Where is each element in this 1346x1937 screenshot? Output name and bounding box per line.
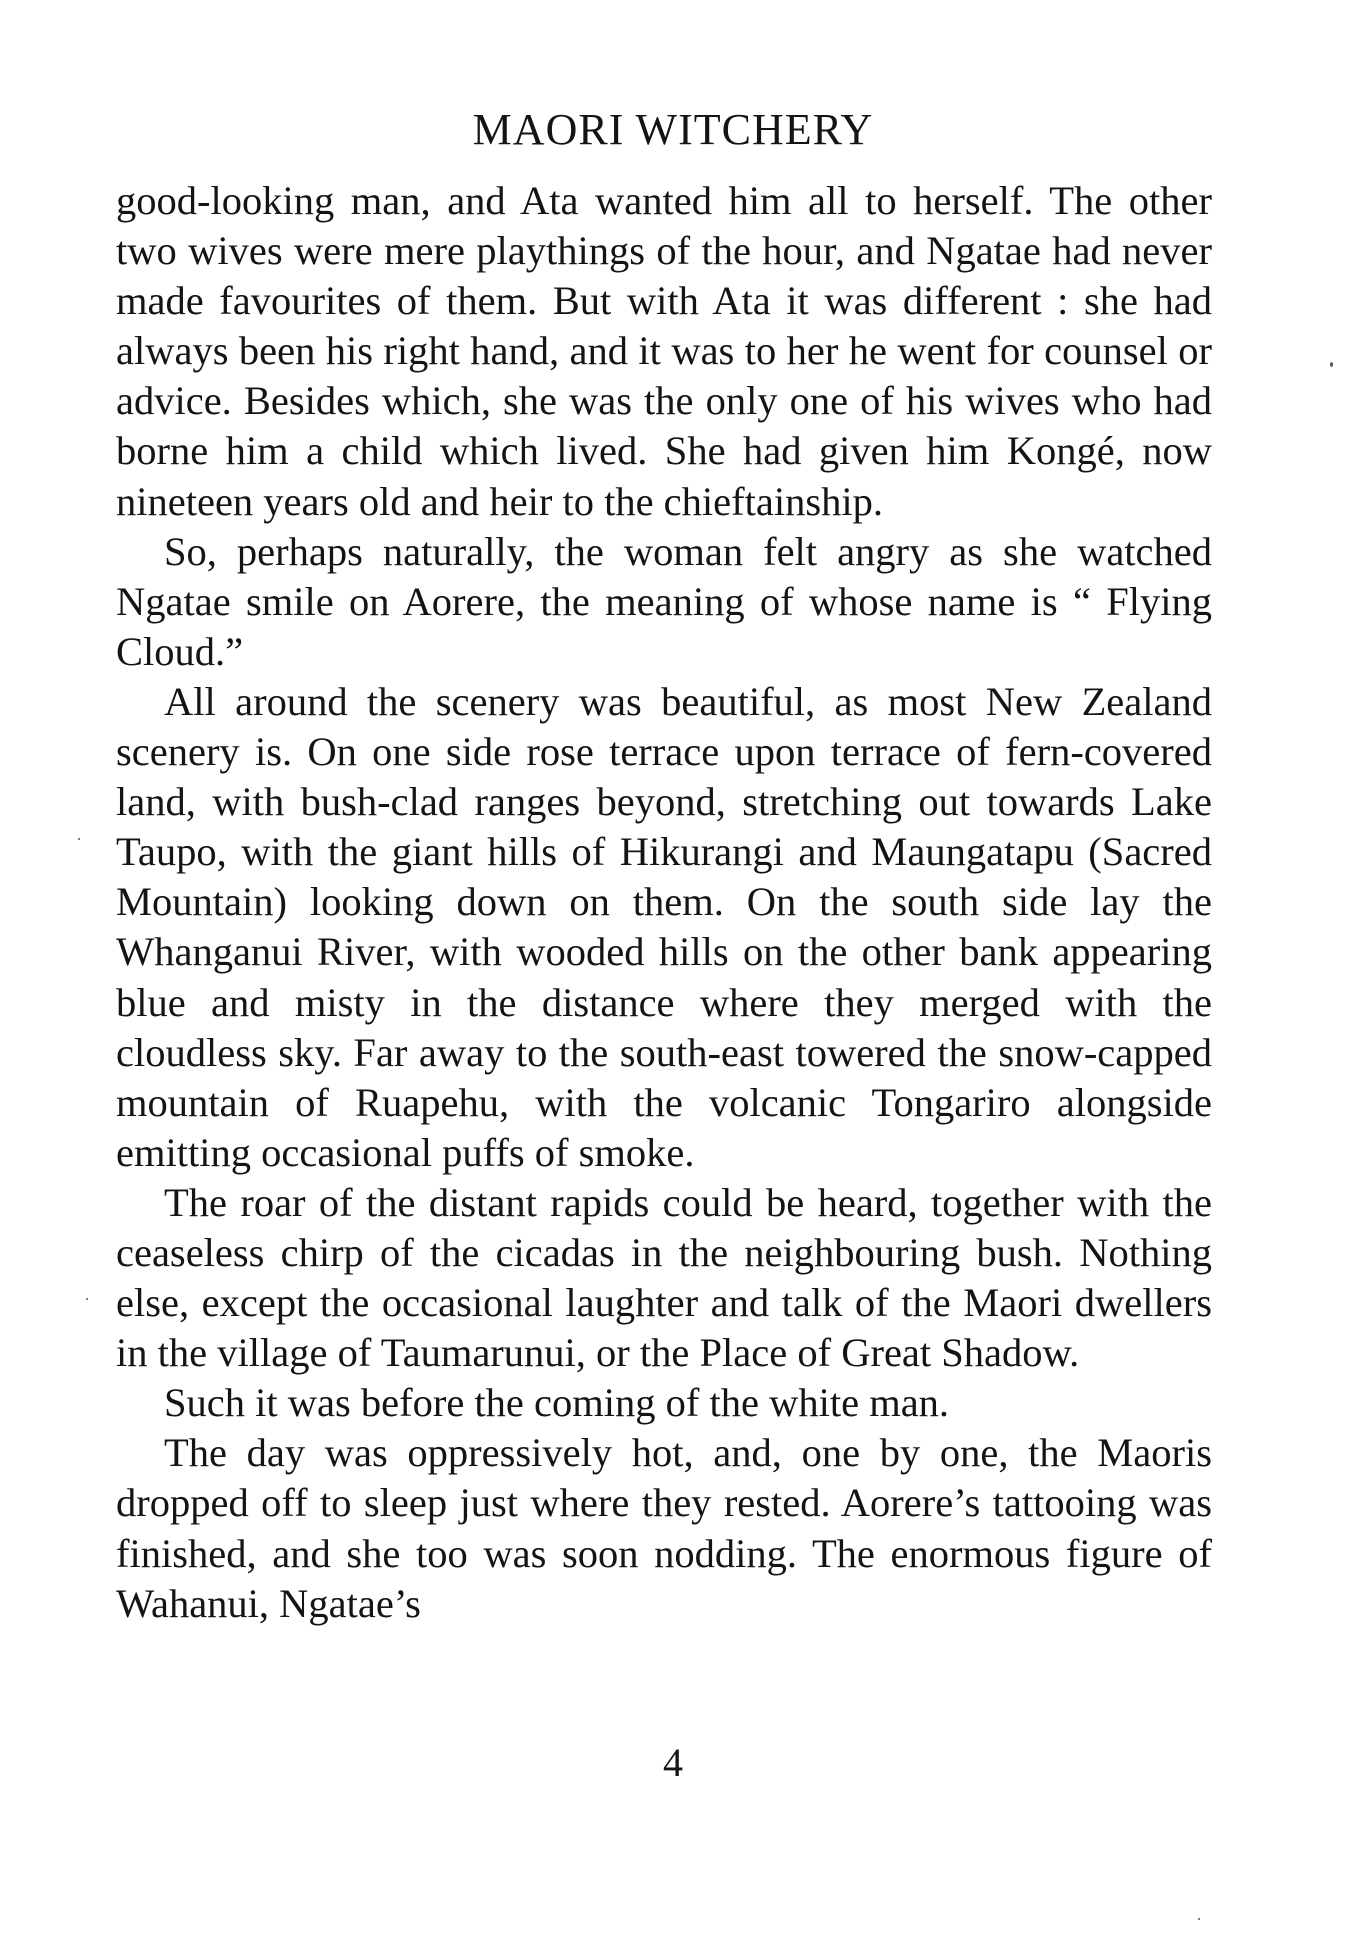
scan-speck — [86, 1298, 88, 1300]
scan-speck — [1330, 362, 1333, 367]
body-text — [116, 176, 1212, 1629]
paragraph-1: good-looking man, and Ata wanted him all to herself. The other two wives were mere playthings of the hour, and Ngatae had never made favourites of them. But with Ata it was different : she had always been his right hand, and it was to her he went for counsel or advice. Besides which, she was the only one of his wives who had borne him a child which lived. She had given him Kongé, now nineteen years old and heir to the chieftainship. — [116, 178, 1212, 524]
paragraph-2: So, perhaps naturally, the woman felt angry as she watched Ngatae smile on Aorere, the meaning of whose name is “ Flying Cloud.” — [116, 528, 1212, 674]
scan-speck — [1198, 1918, 1200, 1920]
running-head-title: MAORI WITCHERY — [472, 105, 874, 154]
page-number: 4 — [663, 1740, 683, 1785]
paragraph-4: The roar of the distant rapids could be heard, together with the ceaseless chirp of the cicadas in the neighbouring bush. Nothing else, except the occasional laughter and talk of the Maori dwellers in the village of Taumarunui, or the Place of Great Shadow. — [116, 1179, 1212, 1376]
paragraph-3: All around the scenery was beautiful, as most New Zealand scenery is. On one side rose terrace upon terrace of fern-covered land, with bush-clad ranges beyond, stretching out towards Lake Taupo, with the giant hills of Hikurangi and Maungatapu (Sacred Mountain) looking down on them. On the south side lay the Whanganui River, with wooded hills on the other bank appearing blue and misty in the distance where they merged with the cloudless sky. Far away to the south-east towered the snow-capped mountain of Ruapehu, with the volcanic Tongariro alongside emitting occasional puffs of smoke. — [116, 678, 1212, 1175]
paragraph-5: Such it was before the coming of the white man. — [164, 1380, 950, 1426]
scan-speck — [78, 838, 80, 840]
paragraph-6: The day was oppressively hot, and, one by one, the Maoris dropped off to sleep just where they rested. Aorere’s tattooing was finished, and she too was soon nodding. The enormous figure of Wahanui, Ngatae’s — [116, 1430, 1212, 1626]
